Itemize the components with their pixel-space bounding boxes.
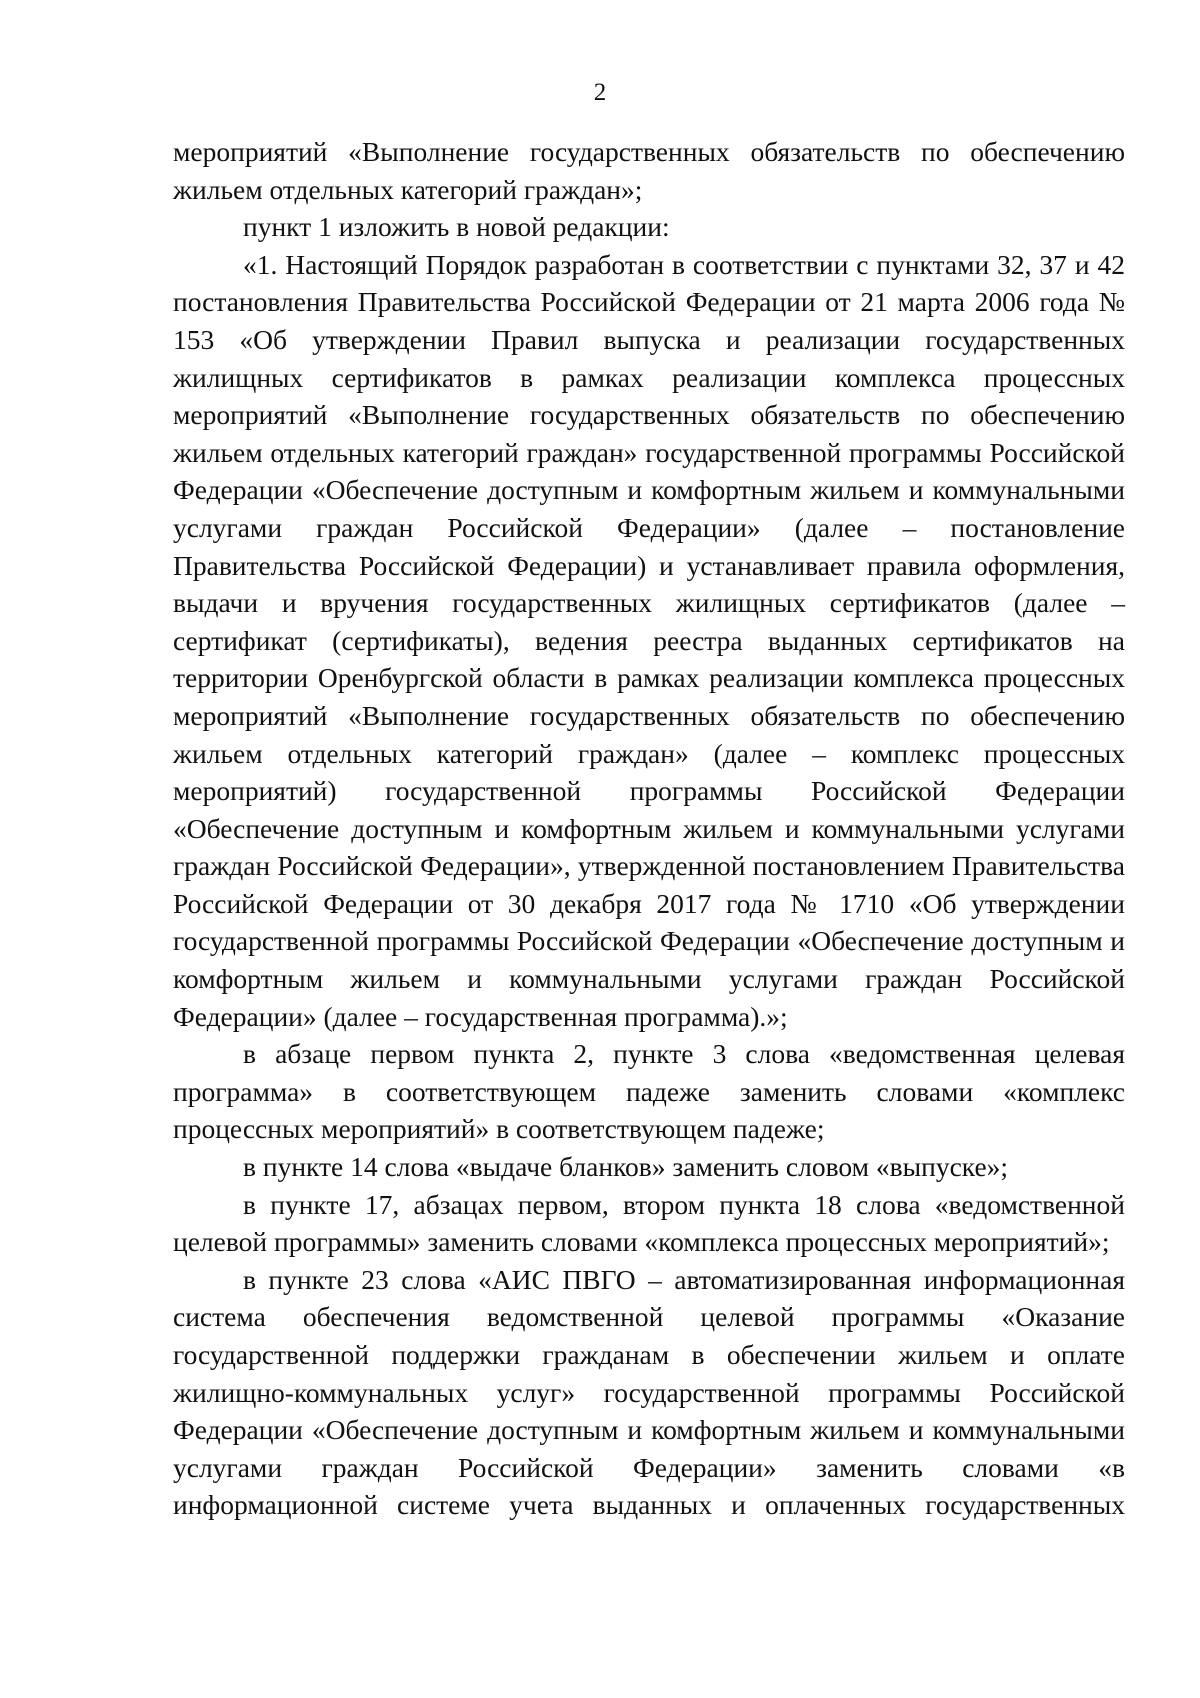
paragraph-item-14-amendment: в пункте 14 слова «выдаче бланков» заменить словом «выпуске»; <box>243 1151 1009 1183</box>
paragraph-item-1-text: «1. Настоящий Порядок разработан в соответствии с пунктами 32, 37 и 42 постановления Правительства Российской Федерации от 21 марта 2006 года № 153 «Об утверждении Правил выпуска и реализации государственных жилищных сертификатов в рамках реализации комплекса процессных мероприятий «Выполнение государственных обязательств по обеспечению жильем отдельных категорий граждан» государственной программы Российской Федерации «Обеспечение доступным и комфортным жильем и коммунальными услугами граждан Российской Федерации» (далее – постановление Правительства Российской Федерации) и устанавливает правила оформления, выдачи и вручения государственных жилищных сертификатов (далее – сертификат (сертификаты), ведения реестра выданных сертификатов на территории Оренбургской области в рамках реализации комплекса процессных мероприятий «Выполнение государственных обязательств по обеспечению жильем отдельных категорий граждан» (далее – комплекс процессных мероприятий) государственной программы Российской Федерации «Обеспечение доступным и комфортным жильем и коммунальными услугами граждан Российской Федерации», утвержденной постановлением Правительства Российской Федерации от 30 декабря 2017 года № 1710 «Об утверждении государственной программы Российской Федерации «Обеспечение доступным и комфортным жильем и коммунальными услугами граждан Российской Федерации» (далее – государственная программа).»; <box>173 248 1125 1032</box>
paragraph-item-23-amendment: в пункте 23 слова «АИС ПВГО – автоматизированная информационная система обеспечения ведомственной целевой программы «Оказание государственной поддержки гражданам в обеспечении жильем и оплате жилищно-коммунальных услуг» государственной программы Российской Федерации «Обеспечение доступным и комфортным жильем и коммунальными услугами граждан Российской Федерации» заменить словами «в информационной системе учета выданных и оплаченных государственных <box>173 1263 1125 1521</box>
paragraph-item-2-3-amendment: в абзаце первом пункта 2, пункте 3 слова «ведомственная целевая программа» в соответствующем падеже заменить словами «комплекс процессных мероприятий» в соответствующем падеже; <box>173 1038 1125 1145</box>
paragraph-item-1-intro: пункт 1 изложить в новой редакции: <box>243 211 670 243</box>
paragraph-item-17-18-amendment: в пункте 17, абзацах первом, втором пункта 18 слова «ведомственной целевой программы» заменить словами «комплекса процессных мероприятий»; <box>173 1188 1125 1258</box>
paragraph-continuation: мероприятий «Выполнение государственных обязательств по обеспечению жильем отдельных категорий граждан»; <box>173 136 1125 205</box>
document-body <box>173 133 1125 1524</box>
page-number: 2 <box>593 79 607 106</box>
